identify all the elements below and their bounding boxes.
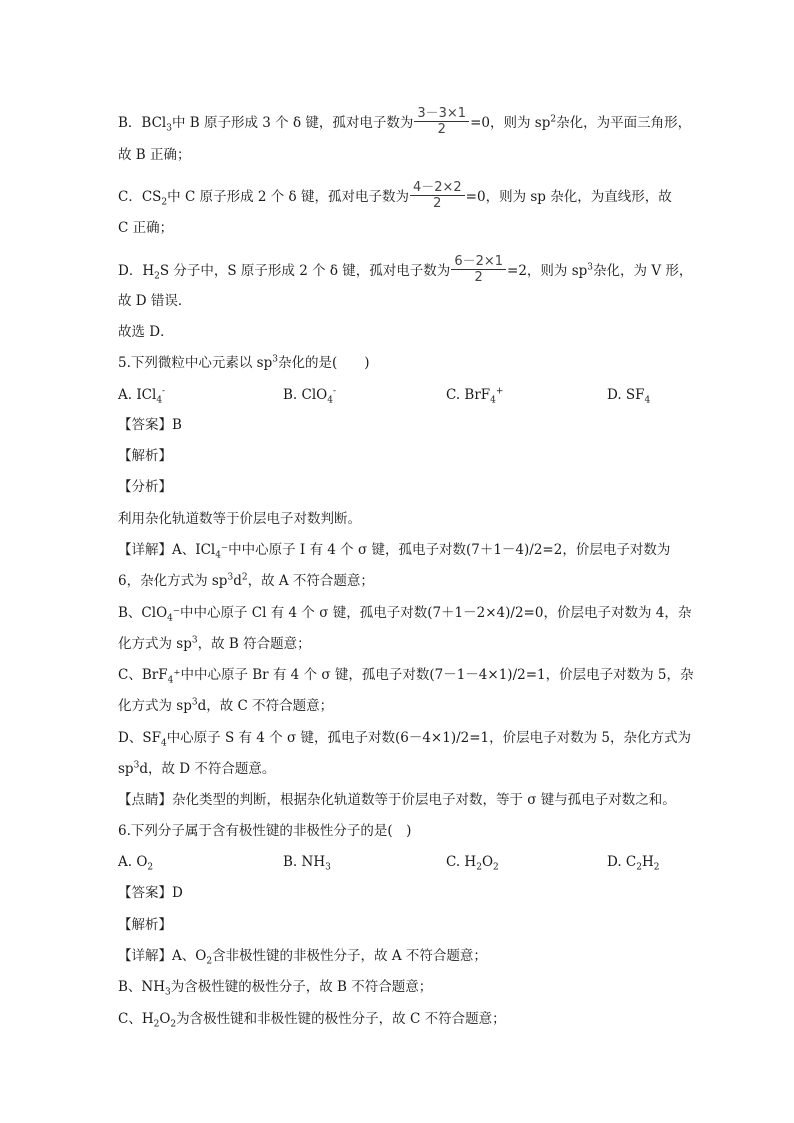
text: H [642, 854, 654, 870]
subscript: 3 [165, 987, 171, 998]
question-5-answer: 【答案】B [118, 417, 182, 433]
subscript: 2 [653, 862, 660, 873]
superscript: 3 [191, 697, 198, 708]
fraction [414, 106, 469, 137]
question-5-detail-b [118, 604, 691, 622]
subscript: 4 [167, 675, 174, 686]
option-c-conclusion: C 正确； [118, 220, 174, 236]
fraction [410, 180, 465, 211]
question-6-stem: 6.下列分子属于含有极性键的非极性分子的是( ) [118, 823, 412, 839]
text: ，故 B 符合题意； [197, 636, 311, 652]
question-5-key-point: 【点睛】杂化类型的判断，根据杂化轨道数等于价层电子对数，等于 σ 键与孤电子对数之和。 [118, 792, 676, 808]
question-5-detail-a-cont [118, 572, 374, 590]
subscript: 3 [166, 123, 172, 134]
subscript: 4 [156, 395, 163, 406]
question-5-option-b [283, 386, 336, 404]
question-5-option-d [607, 386, 650, 404]
text: D．H [118, 263, 155, 279]
question-5-breakdown-heading: 【分析】 [118, 479, 172, 495]
text: d，故 C 不符合题意； [197, 698, 334, 714]
text: 化方式为 sp [118, 698, 192, 714]
text: 【详解】A、ICl [118, 542, 216, 558]
text: S 分子中，S 原子形成 2 个 δ 键，孤对电子数为 [159, 263, 451, 279]
text: 【详解】A、O [118, 948, 207, 964]
text: ⁻中中心原子 Cl 有 4 个 σ 键，孤电子对数(7＋1－2×4)/2=0，价层电子对数为 4，杂 [172, 605, 692, 621]
superscript: 3 [227, 572, 234, 583]
option-d-explanation [118, 256, 692, 287]
fraction-denominator: 2 [437, 122, 446, 137]
superscript: - [332, 386, 336, 397]
text: 杂化，为平面三角形， [556, 115, 692, 131]
question-6-option-b [283, 853, 331, 871]
superscript: - [162, 386, 166, 397]
text: ⁺中中心原子 Br 有 4 个 σ 键，孤电子对数(7－1－4×1)/2=1，价层电子对数为 5，杂 [173, 667, 694, 683]
superscript: 3 [133, 760, 140, 771]
text: =0，则为 sp [470, 115, 551, 131]
option-b-conclusion: 故 B 正确； [118, 147, 191, 163]
subscript: 4 [644, 395, 651, 406]
text: B. ClO [283, 387, 328, 403]
subscript: 2 [170, 1019, 177, 1030]
text: 中心原子 S 有 4 个 σ 键，孤电子对数(6－4×1)/2=1，价层电子对数为 5，杂化方式为 [166, 730, 692, 746]
text: ，故 A 不符合题意； [247, 573, 374, 589]
question-5-detail-d [118, 729, 691, 747]
subscript: 4 [327, 395, 333, 406]
text: B. NH [283, 854, 326, 870]
fraction-denominator: 2 [474, 270, 483, 285]
superscript: 3 [587, 262, 594, 273]
subscript: 4 [167, 613, 173, 624]
fraction-numerator: 3－3×1 [417, 106, 467, 121]
text: O [481, 854, 494, 870]
subscript: 2 [161, 197, 168, 208]
text: 5.下列微粒中心元素以 sp [118, 355, 273, 371]
question-5-option-a [118, 386, 165, 404]
superscript: + [495, 386, 504, 397]
text: C、BrF [118, 667, 168, 683]
text: d [233, 573, 242, 589]
question-5-detail-a [118, 541, 670, 559]
question-5-detail-c-cont [118, 697, 333, 715]
text: B．BCl [118, 115, 167, 131]
question-5-detail-d-cont [118, 760, 275, 778]
question-5-stem [118, 354, 370, 372]
text: sp [118, 761, 134, 777]
text: O [159, 1011, 171, 1027]
option-b-explanation [118, 108, 691, 139]
text: =2，则为 sp [507, 263, 588, 279]
text: D. C [607, 854, 637, 870]
question-6-option-c [446, 853, 499, 871]
superscript: 2 [241, 572, 248, 583]
question-6-analysis-heading: 【解析】 [118, 917, 172, 933]
subscript: 4 [215, 550, 221, 561]
subscript: 2 [147, 862, 154, 873]
fraction-denominator: 2 [433, 196, 442, 211]
text: 中 C 原子形成 2 个 δ 键，孤对电子数为 [167, 189, 409, 205]
text: C. H [446, 854, 477, 870]
subscript: 4 [160, 738, 167, 749]
question-6-detail-a [118, 947, 487, 965]
question-6-option-d [607, 853, 660, 871]
text: B、ClO [118, 605, 168, 621]
superscript: 3 [272, 354, 278, 365]
subscript: 2 [476, 862, 482, 873]
text: A. O [118, 854, 148, 870]
text: D、SF [118, 730, 161, 746]
subscript: 4 [490, 395, 496, 406]
subscript: 2 [493, 862, 499, 873]
text: 为含极性键和非极性键的极性分子，故 C 不符合题意； [176, 1011, 506, 1027]
text: 化方式为 sp [118, 636, 192, 652]
subscript: 2 [636, 862, 642, 873]
question-5-option-c [446, 386, 503, 404]
text: A. ICl [118, 387, 157, 403]
text: d，故 D 不符合题意。 [139, 761, 276, 777]
text: 含非极性键的非极性分子，故 A 不符合题意； [212, 948, 487, 964]
superscript: 3 [191, 635, 198, 646]
fraction [451, 254, 506, 285]
subscript: 2 [154, 271, 160, 282]
superscript: 2 [550, 114, 557, 125]
text: C、H [118, 1011, 154, 1027]
option-c-explanation [118, 182, 672, 213]
option-d-conclusion: 故 D 错误． [118, 293, 192, 309]
final-choice: 故选 D． [118, 324, 174, 340]
text: D. SF [607, 387, 645, 403]
text: C. BrF [446, 387, 491, 403]
question-6-answer: 【答案】D [118, 885, 183, 901]
text: 杂化的是( ) [277, 355, 370, 371]
text: 为含极性键的极性分子，故 B 不符合题意； [170, 979, 433, 995]
text: 中 B 原子形成 3 个 δ 键，孤对电子数为 [171, 115, 414, 131]
text: C．CS [118, 189, 162, 205]
text: 6，杂化方式为 sp [118, 573, 228, 589]
question-6-detail-b [118, 978, 432, 996]
text: =0，则为 sp 杂化，为直线形，故 [465, 189, 672, 205]
question-6-detail-c [118, 1010, 506, 1028]
subscript: 2 [206, 956, 213, 967]
question-5-detail-c [118, 666, 693, 684]
fraction-numerator: 4－2×2 [412, 180, 462, 195]
subscript: 3 [325, 862, 331, 873]
text: 杂化，为 V 形， [593, 263, 693, 279]
question-5-breakdown-text: 利用杂化轨道数等于价层电子对数判断。 [118, 511, 361, 527]
question-5-detail-b-cont [118, 635, 311, 653]
fraction-numerator: 6－2×1 [454, 254, 504, 269]
question-5-analysis-heading: 【解析】 [118, 448, 172, 464]
text: ⁻中中心原子 I 有 4 个 σ 键，孤电子对数(7＋1－4)/2=2，价层电子对数为 [220, 542, 671, 558]
question-6-option-a [118, 853, 153, 871]
text: B、NH [118, 979, 166, 995]
subscript: 2 [153, 1019, 160, 1030]
